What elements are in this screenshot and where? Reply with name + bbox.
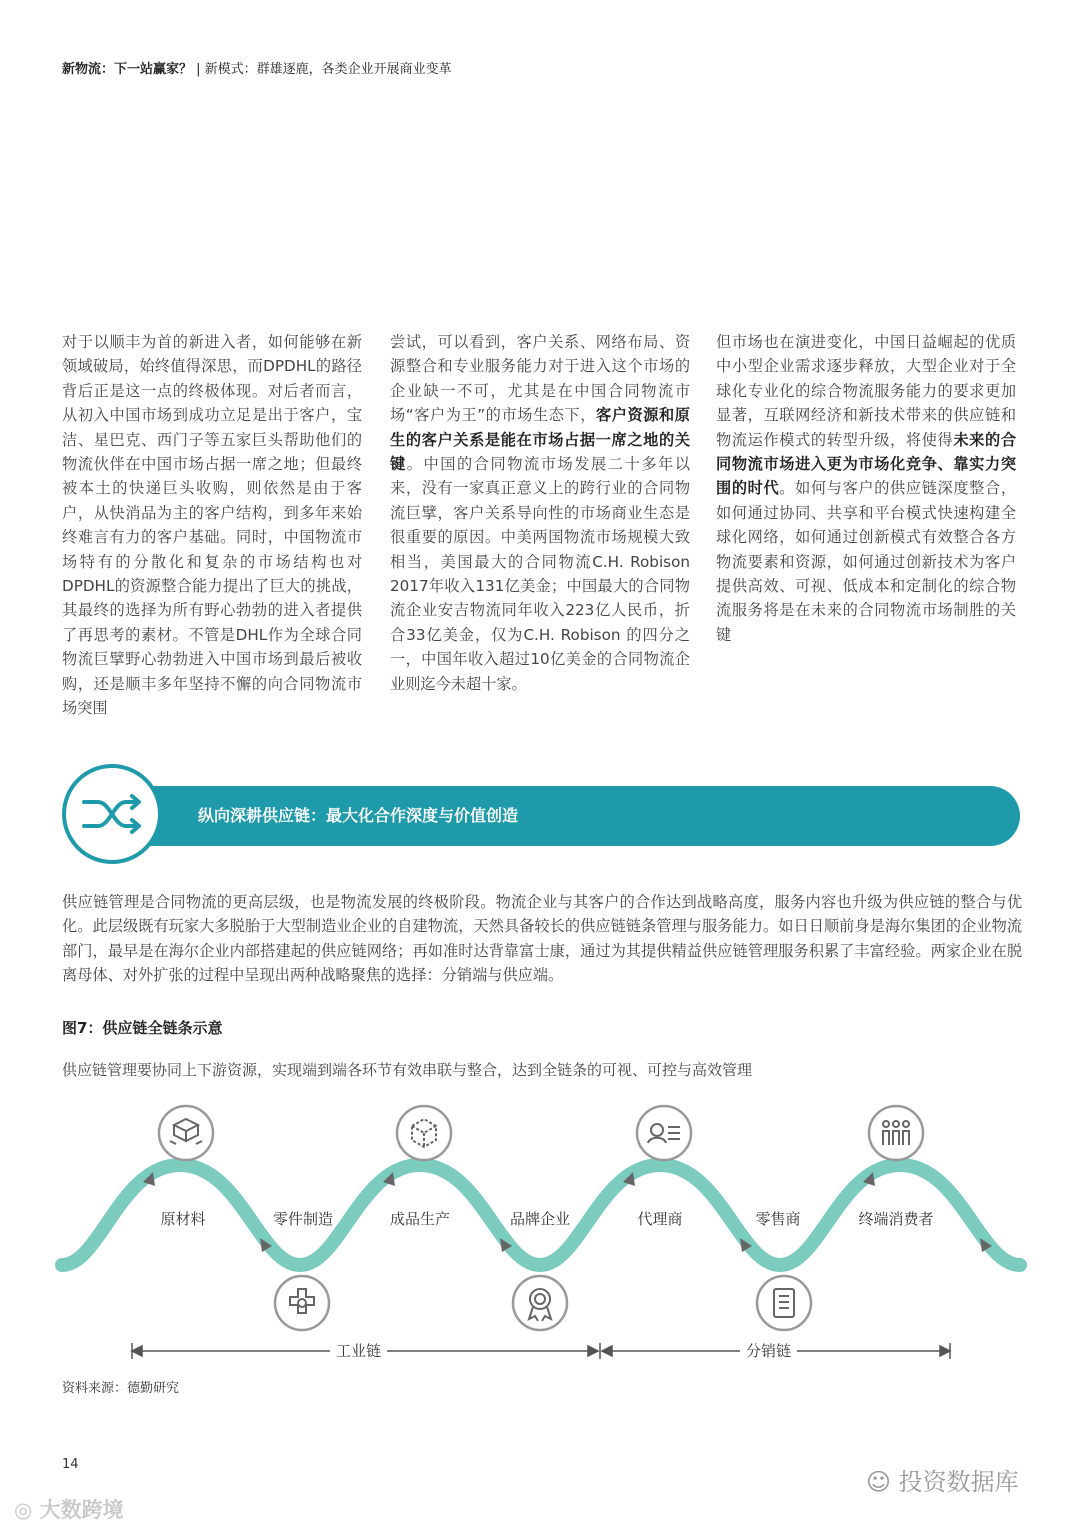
industry-chain-label: 工业链 xyxy=(330,1340,387,1361)
stage-end-consumer: 终端消费者 xyxy=(858,1210,934,1228)
text-column-1 xyxy=(62,330,362,721)
text-segment: 尝试，可以看到，客户关系、网络布局、资源整合和专业服务能力对于进入这个市场的企业缺一不可，尤其是在中国合同物流市场“客户为王”的市场生态下， xyxy=(390,333,690,425)
stage-retailer: 零售商 xyxy=(755,1210,801,1228)
stage-agent: 代理商 xyxy=(637,1210,683,1228)
stage-finished-production: 成品生产 xyxy=(389,1210,450,1228)
receipt-icon xyxy=(757,1276,811,1330)
header-rest: | 新模式：群雄逐鹿，各类企业开展商业变革 xyxy=(192,62,452,77)
logo-icon: ◎ xyxy=(14,1498,40,1522)
cube-icon xyxy=(397,1106,451,1160)
people-icon xyxy=(869,1106,923,1160)
banner-icon-circle xyxy=(62,764,162,864)
figure-subtitle: 供应链管理要协同上下游资源，实现端到端各环节有效串联与整合，达到全链条的可视、可控与高效管理 xyxy=(62,1061,753,1079)
stage-brand-company: 品牌企业 xyxy=(509,1210,570,1228)
wechat-icon: ☺ xyxy=(866,1468,899,1496)
intro-paragraph: 供应链管理是合同物流的更高层级，也是物流发展的终极阶段。物流企业与其客户的合作达到战略高度，服务内容也升级为供应链的整合与优化。此层级既有玩家大多脱胎于大型制造业企业的自建物流，天然具备较长的供应链链条管理与服务能力。如日日顺前身是海尔集团的企业物流部门，最早是在海尔企业内部搭建起的供应链网络；再如准时达背靠富士康，通过为其提供精益供应链管理服务积累了丰富经验。两家企业在脱离母体、对外扩张的过程中呈现出两种战略聚焦的选择：分销端与供应端。 xyxy=(62,893,1022,985)
award-icon xyxy=(513,1276,567,1330)
bold-phrase: 客户资源和原生的客户关系是能在市场占据一席之地的关键 xyxy=(390,406,690,474)
gear-icon xyxy=(275,1276,329,1330)
stage-parts-manufacturing: 零件制造 xyxy=(272,1210,333,1228)
text-segment: 。如何与客户的供应链深度整合，如何通过协同、共享和平台模式快速构建全球化网络，如何通过创新模式有效整合各方物流要素和资源，如何通过创新技术为客户提供高效、可视、低成本和定制化的综合物流服务将是在未来的合同物流市场制胜的关键 xyxy=(716,479,1017,644)
figure-title: 图7：供应链全链条示意 xyxy=(62,1019,223,1037)
watermark-left: ◎ 大数跨境 xyxy=(14,1498,124,1522)
watermark-right: ☺ 投资数据库 xyxy=(866,1468,1019,1496)
boxes-icon xyxy=(159,1106,213,1160)
header-bold: 新物流：下一站赢家？ xyxy=(62,62,193,77)
distribution-chain-label: 分销链 xyxy=(740,1340,797,1361)
figure-source: 资料来源：德勤研究 xyxy=(62,1381,180,1396)
supply-chain-diagram xyxy=(0,1100,1080,1380)
text-column-3 xyxy=(716,330,1016,647)
banner-title: 纵向深耕供应链：最大化合作深度与价值创造 xyxy=(198,806,519,825)
bold-phrase: 未来的合同物流市场进入更为市场化竞争、靠实力突围的时代 xyxy=(716,430,1017,498)
shuffle-icon xyxy=(66,768,158,860)
text-segment: 。中国的合同物流市场发展二十多年以来，没有一家真正意义上的跨行业的合同物流巨擘，客户关系导向性的市场商业生态是很重要的原因。中美两国物流市场规模大致相当，美国最大的合同物流C.H. Robison 2017年收入131亿美金；中国最大的合同物流企业安吉物流同年收入223亿人民币，折合33亿美金，仅为C.H. Robison 的四分之一，中国年收入超过10亿美金的合同物流企业则迄今未超十家。 xyxy=(390,455,691,693)
text-column-2 xyxy=(390,330,690,696)
page-number: 14 xyxy=(62,1457,79,1472)
text-segment: 但市场也在演进变化，中国日益崛起的优质中小型企业需求逐步释放，大型企业对于全球化专业化的综合物流服务能力的要求更加显著，互联网经济和新技术带来的供应链和物流运作模式的转型升级，将使得 xyxy=(716,333,1016,449)
text-segment: 对于以顺丰为首的新进入者，如何能够在新领域破局，始终值得深思，而DPDHL的路径背后正是这一点的终极体现。对后者而言，从初入中国市场到成功立足是出于客户，宝洁、星巴克、西门子等五家巨头帮助他们的物流伙伴在中国市场占据一席之地；但最终被本土的快递巨头收购，则依然是由于客户，从快消品为主的客户结构，到多年来始终难言有力的客户基础。同时，中国物流市场特有的分散化和复杂的市场结构也对DPDHL的资源整合能力提出了巨大的挑战，其最终的选择为所有野心勃勃的进入者提供了再思考的素材。不管是DHL作为全球合同物流巨擘野心勃勃进入中国市场到最后被收购，还是顺丰多年坚持不懈的向合同物流市场突围 xyxy=(62,333,362,718)
stage-raw-material: 原材料 xyxy=(160,1210,206,1228)
running-header xyxy=(62,58,452,77)
agent-icon xyxy=(637,1106,691,1160)
